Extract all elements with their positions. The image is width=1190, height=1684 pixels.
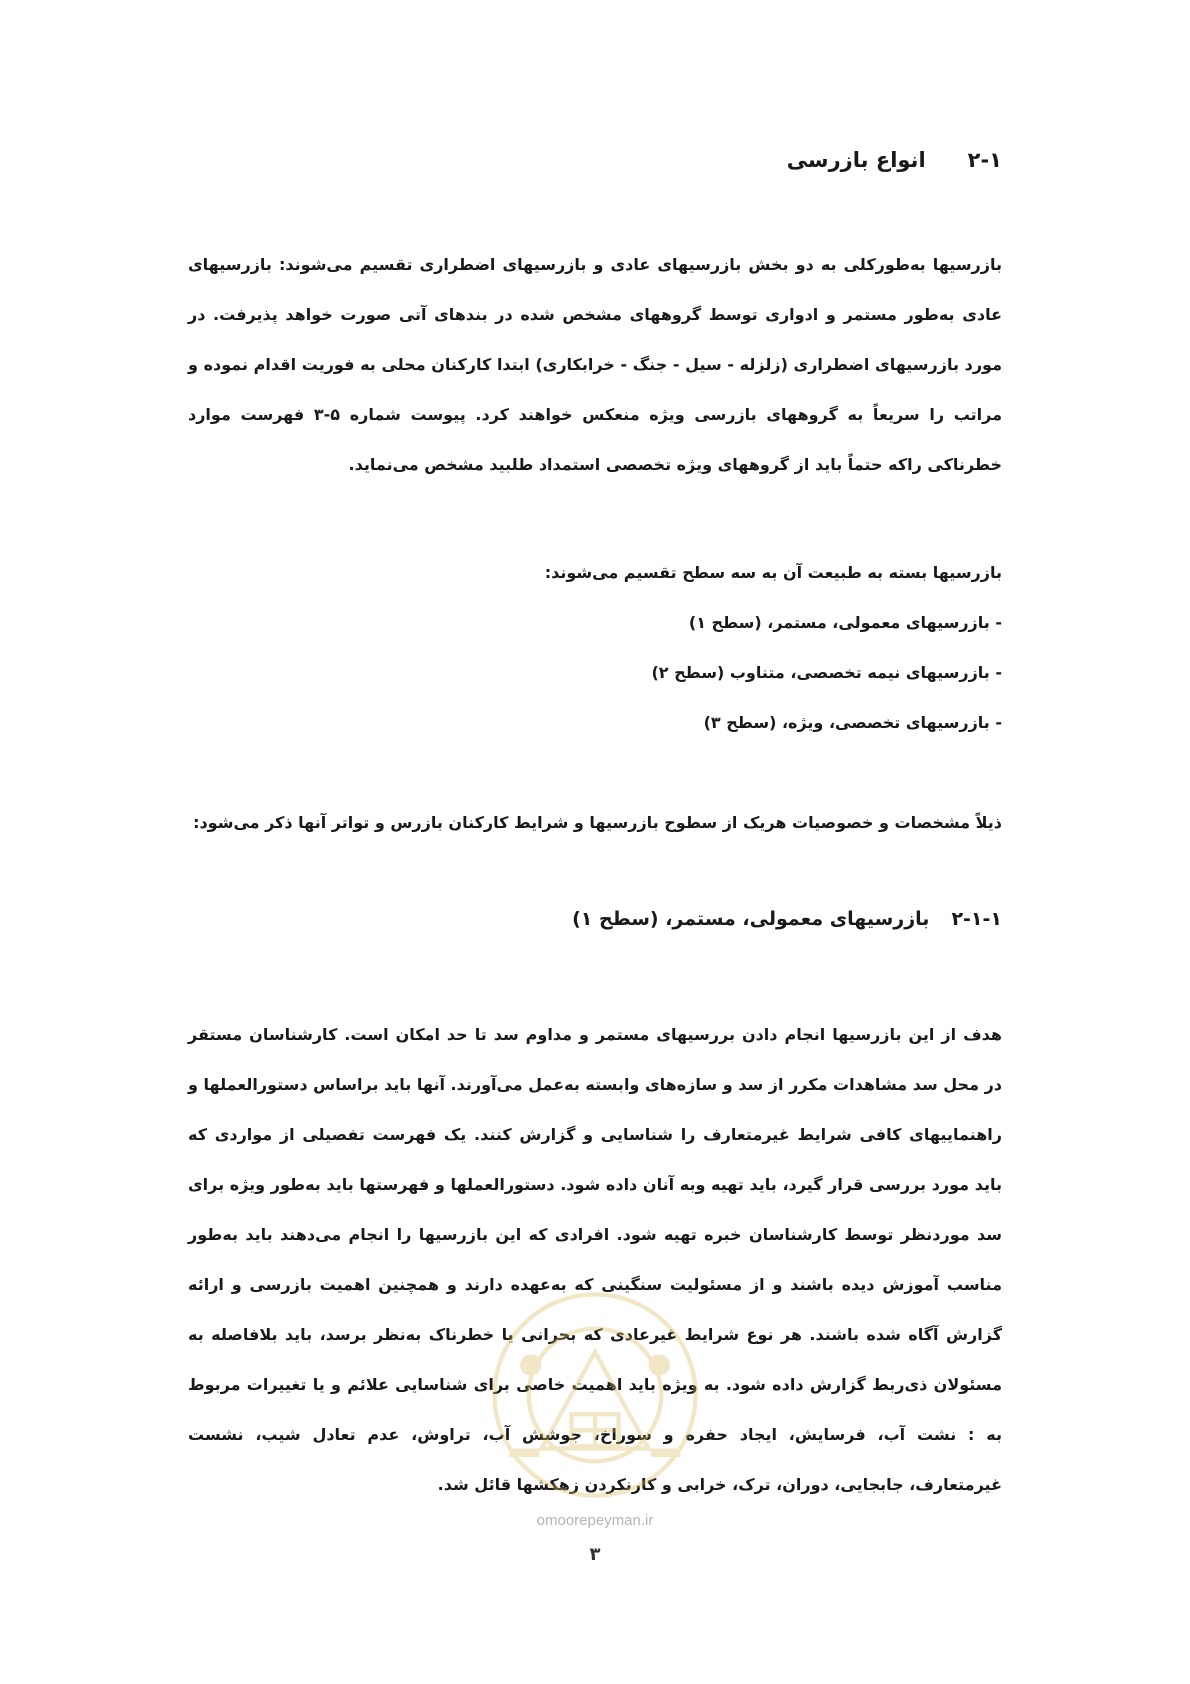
section-number: ۲-۱	[967, 148, 1002, 172]
subsection-number: ۲-۱-۱	[951, 908, 1002, 930]
levels-list	[188, 598, 1002, 748]
list-item: - بازرسیهای تخصصی، ویژه، (سطح ۳)	[703, 713, 1002, 732]
watermark-logo-icon	[488, 1288, 702, 1502]
list-item: - بازرسیهای نیمه تخصصی، متناوب (سطح ۲)	[651, 663, 1002, 682]
subsection-heading	[572, 908, 1002, 930]
subsection-title: بازرسیهای معمولی، مستمر، (سطح ۱)	[572, 908, 930, 930]
section-title: انواع بازرسی	[786, 148, 926, 172]
page-number: ۳	[589, 1544, 601, 1565]
list-item: - بازرسیهای معمولی، مستمر، (سطح ۱)	[688, 613, 1002, 632]
watermark-url: omoorepeyman.ir	[536, 1512, 654, 1529]
summary-paragraph: ذیلاً مشخصات و خصوصیات هریک از سطوح بازرسیها و شرایط کارکنان بازرس و تواتر آنها ذکر می‌شود:	[193, 813, 1002, 832]
section-heading	[787, 148, 1002, 172]
levels-intro: بازرسیها بسته به طبیعت آن به سه سطح تقسیم می‌شوند:	[544, 563, 1002, 582]
intro-paragraph: بازرسیها به‌طورکلی به دو بخش بازرسیهای عادی و بازرسیهای اضطراری تقسیم می‌شوند: بازرسیهای عادی به‌طور مستمر و ادواری توسط گروههای مشخص شده در بندهای آتی صورت خواهد پذیرفت. در مورد بازرسیهای اضطراری (زلزله - سیل - جنگ - خرابکاری) ابتدا کارکنان محلی به فوریت اقدام نموده و مراتب را سریعاً به گروههای بازرسی ویژه منعکس خواهند کرد. پیوست شماره ۵-۳ فهرست موارد خطرناکی راکه حتماً باید از گروههای ویژه تخصصی استمداد طلبید مشخص می‌نماید.	[188, 255, 1002, 474]
body-paragraph: هدف از این بازرسیها انجام دادن بررسیهای مستمر و مداوم سد تا حد امکان است. کارشناسان مستقر در محل سد مشاهدات مکرر از سد و سازه‌های وابسته به‌عمل می‌آورند. آنها باید براساس دستورالعملها و راهنماییهای کافی شرایط غیرمتعارف را شناسایی و گزارش کنند. یک فهرست تفصیلی از مواردی که باید مورد بررسی قرار گیرد، باید تهیه وبه آنان داده شود. دستورالعملها و فهرستها باید به‌طور ویژه برای سد موردنظر توسط کارشناسان خبره تهیه شود. افرادی که این بازرسیها را انجام می‌دهند باید به‌طور مناسب آموزش دیده باشند و از مسئولیت سنگینی که به‌عهده دارند و همچنین اهمیت بازرسی و ارائه گزارش آگاه شده باشند. هر نوع شرایط غیرعادی که بحرانی یا خطرناک به‌نظر برسد، باید بلافاصله به مسئولان ذی‌ربط گزارش داده شود. به ویژه باید اهمیت خاصی برای شناسایی علائم و یا تغییرات مربوط به : نشت آب، فرسایش، ایجاد حفره و سوراخ، جوشش آب، تراوش، عدم تعادل شیب، نشست غیرمتعارف، جابجایی، دوران، ترک، خرابی و کارنکردن زهکشها قائل شد.	[188, 1025, 1002, 1494]
